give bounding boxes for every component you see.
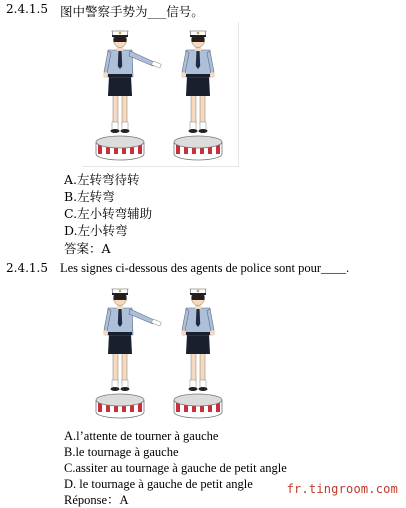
- q2-option-a: A.l’attente de tourner à gauche: [64, 429, 219, 443]
- q1-illustration: [82, 22, 239, 167]
- q1-title: 图中警察手势为___信号。: [60, 4, 204, 19]
- q1-option-c: C.左小转弯辅助: [64, 206, 153, 221]
- q1-number: 2.4.1.5: [6, 2, 48, 16]
- q1-option-a: A.左转弯待转: [64, 172, 140, 187]
- q2-answer: Réponse：A: [64, 493, 129, 507]
- q2-number: 2.4.1.5: [6, 261, 48, 275]
- q2-option-c: C.assiter au tournage à gauche de petit angle: [64, 461, 287, 475]
- q1-option-b: B.左转弯: [64, 189, 115, 204]
- q2-illustration: [82, 282, 238, 424]
- q2-title: Les signes ci-dessous des agents de police sont pour____.: [60, 261, 350, 275]
- q2-option-b: B.le tournage à gauche: [64, 445, 179, 459]
- q1-option-d: D.左小转弯: [64, 223, 128, 238]
- q2-option-d: D. le tournage à gauche de petit angle: [64, 477, 253, 491]
- q1-answer: 答案：A: [64, 241, 111, 256]
- site-watermark: fr.tingroom.com: [286, 482, 398, 496]
